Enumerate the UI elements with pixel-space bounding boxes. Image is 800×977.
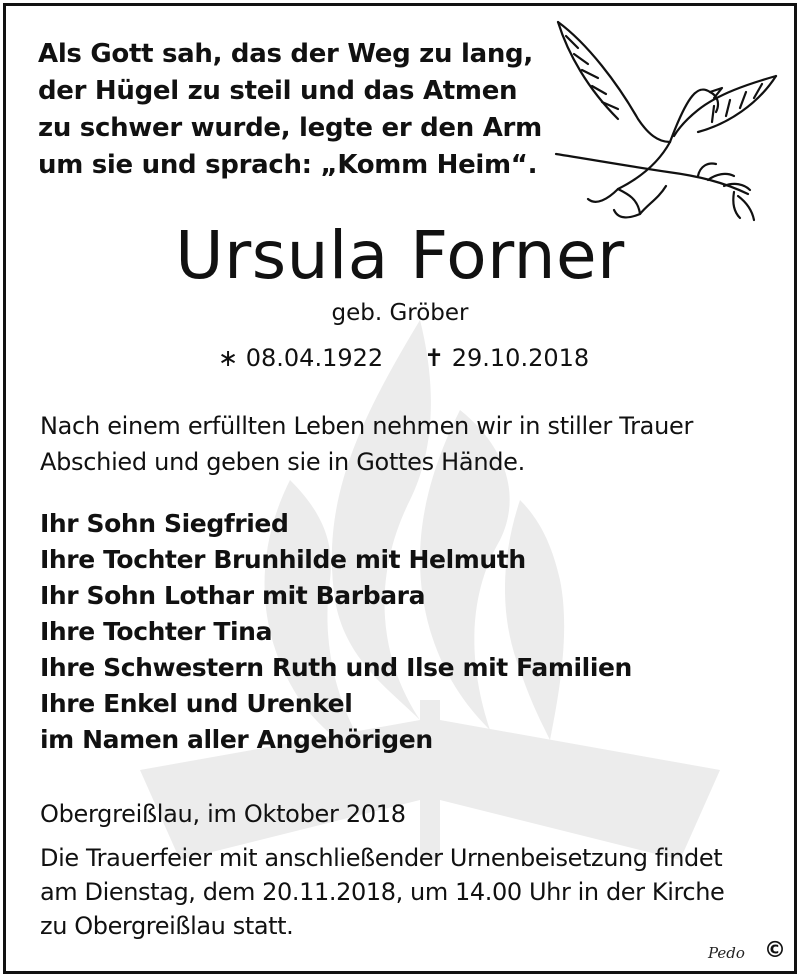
funeral-info [40, 841, 724, 943]
family-member: Ihr Sohn Siegfried [40, 509, 289, 538]
poem-line: zu schwer wurde, legte er den Arm [38, 113, 542, 143]
dove-with-branch-icon [548, 14, 784, 224]
birth-date: ∗ 08.04.1922 [218, 344, 384, 372]
poem-line: der Hügel zu steil und das Atmen [38, 76, 518, 106]
intro-line: Nach einem erfüllten Leben nehmen wir in stiller Trauer [40, 412, 694, 440]
funeral-line: am Dienstag, dem 20.11.2018, um 14.00 Uhr in der Kirche [40, 878, 725, 906]
intro-text [40, 408, 693, 480]
family-member: Ihre Enkel und Urenkel [40, 689, 353, 718]
family-member: Ihre Tochter Brunhilde mit Helmuth [40, 545, 526, 574]
family-member: Ihre Tochter Tina [40, 617, 273, 646]
poem-line: um sie und sprach: „Komm Heim“. [38, 150, 538, 180]
intro-line: Abschied und geben sie in Gottes Hände. [40, 448, 525, 476]
family-list [40, 506, 632, 758]
place-and-date: Obergreißlau, im Oktober 2018 [40, 800, 406, 828]
copyright-icon: © [764, 938, 786, 963]
poem-line: Als Gott sah, das der Weg zu lang, [38, 39, 533, 69]
funeral-line: Die Trauerfeier mit anschließender Urnenbeisetzung findet [40, 844, 723, 872]
family-member: Ihre Schwestern Ruth und Ilse mit Familien [40, 653, 632, 682]
maiden-name: geb. Gröber [331, 300, 469, 326]
family-member: Ihr Sohn Lothar mit Barbara [40, 581, 426, 610]
poem [38, 36, 542, 184]
deceased-name: Ursula Forner [175, 217, 625, 294]
death-date: ✝ 29.10.2018 [424, 344, 590, 372]
designer-signature: Pedo [708, 944, 745, 962]
family-member: im Namen aller Angehörigen [40, 725, 433, 754]
funeral-line: zu Obergreißlau statt. [40, 912, 294, 940]
